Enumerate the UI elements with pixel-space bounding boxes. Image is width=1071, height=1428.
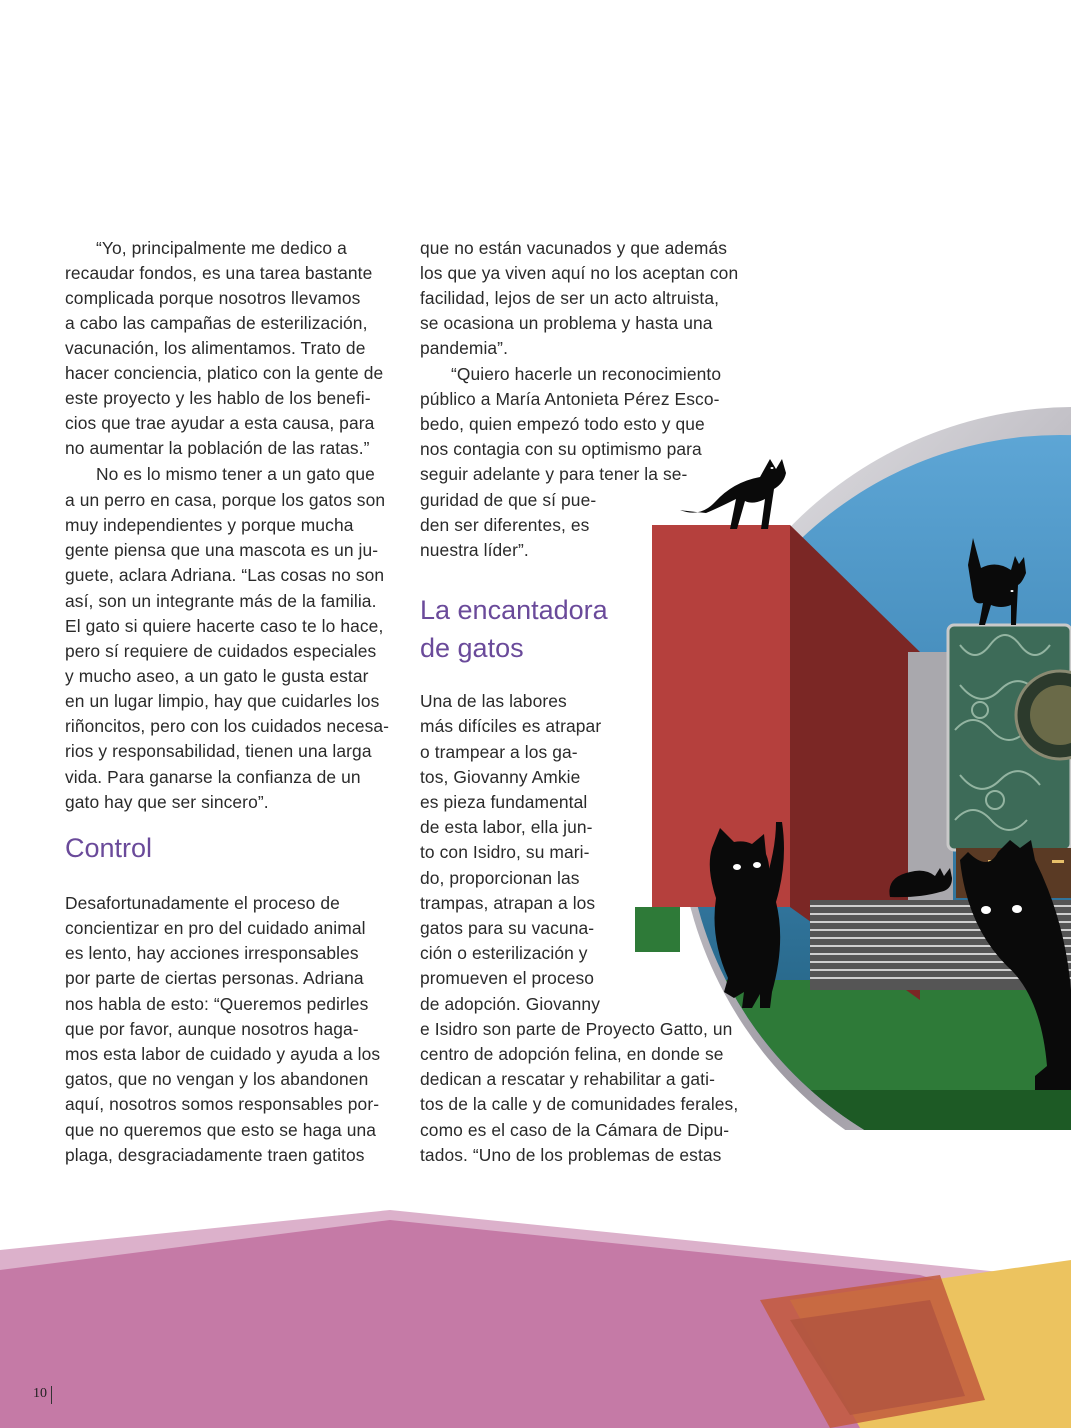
text-line: que por favor, aunque nosotros haga- bbox=[65, 1019, 359, 1039]
text-line: complicada porque nosotros llevamos bbox=[65, 288, 361, 308]
text-line: Desafortunadamente el proceso de bbox=[65, 893, 340, 913]
text-line: promueven el proceso bbox=[420, 968, 595, 988]
lawn-strip bbox=[635, 907, 680, 952]
text-line: bedo, quien empezó todo esto y que bbox=[420, 414, 705, 434]
text-line: trampas, atrapan a los bbox=[420, 893, 596, 913]
text-line: tados. “Uno de los problemas de estas bbox=[420, 1145, 722, 1165]
text-line: de esta labor, ella jun- bbox=[420, 817, 593, 837]
text-line: cios que trae ayudar a esta causa, para bbox=[65, 413, 375, 433]
text-line: hacer conciencia, platico con la gente de bbox=[65, 363, 384, 383]
text-line: guete, aclara Adriana. “Las cosas no son bbox=[65, 565, 385, 585]
text-line: tos de la calle y de comunidades ferales, bbox=[420, 1094, 739, 1114]
text-line: ción o esterilización y bbox=[420, 943, 588, 963]
text-line: “Yo, principalmente me dedico a bbox=[96, 238, 347, 258]
text-line: que no queremos que esto se haga una bbox=[65, 1120, 377, 1140]
text-line: más difíciles es atrapar bbox=[420, 716, 602, 736]
text-line: guridad de que sí pue- bbox=[420, 490, 597, 510]
text-line: como es el caso de la Cámara de Dipu- bbox=[420, 1120, 730, 1140]
text-line: de adopción. Giovanny bbox=[420, 994, 600, 1014]
text-line: vacunación, los alimentamos. Trato de bbox=[65, 338, 366, 358]
decorative-bottom-band bbox=[0, 1200, 1071, 1428]
text-line: El gato si quiere hacerte caso te lo hace, bbox=[65, 616, 384, 636]
text-line: recaudar fondos, es una tarea bastante bbox=[65, 263, 373, 283]
section-heading-encantadora: La encantadora bbox=[420, 595, 608, 625]
text-line: “Quiero hacerle un reconocimiento bbox=[451, 364, 722, 384]
text-line: muy independientes y porque mucha bbox=[65, 515, 354, 535]
text-line: nos contagia con su optimismo para bbox=[420, 439, 702, 459]
text-line: pero sí requiere de cuidados especiales bbox=[65, 641, 377, 661]
text-line: gatos, que no vengan y los abandonen bbox=[65, 1069, 369, 1089]
text-line: den ser diferentes, es bbox=[420, 515, 590, 535]
text-line: do, proporcionan las bbox=[420, 868, 580, 888]
text-line: mos esta labor de cuidado y ayuda a los bbox=[65, 1044, 381, 1064]
text-line: público a María Antonieta Pérez Esco- bbox=[420, 389, 720, 409]
text-line: gato hay que ser sincero”. bbox=[65, 792, 269, 812]
text-line: seguir adelante y para tener la se- bbox=[420, 464, 688, 484]
text-line: riñoncitos, pero con los cuidados necesa- bbox=[65, 716, 390, 736]
text-line: tos, Giovanny Amkie bbox=[420, 767, 581, 787]
text-line: a cabo las campañas de esterilización, bbox=[65, 313, 368, 333]
text-line: dedican a rescatar y rehabilitar a gati- bbox=[420, 1069, 715, 1089]
text-line: en un lugar limpio, hay que cuidarles los bbox=[65, 691, 380, 711]
section-heading-control: Control bbox=[65, 833, 153, 863]
text-line: No es lo mismo tener a un gato que bbox=[96, 464, 375, 484]
section-heading-encantadora-line2: de gatos bbox=[420, 633, 524, 663]
page-number-divider bbox=[51, 1386, 52, 1404]
text-line: nos habla de esto: “Queremos pedirles bbox=[65, 994, 369, 1014]
text-line: Una de las labores bbox=[420, 691, 567, 711]
text-line: por parte de ciertas personas. Adriana bbox=[65, 968, 364, 988]
text-line: y mucho aseo, a un gato le gusta estar bbox=[65, 666, 369, 686]
text-line: to con Isidro, su mari- bbox=[420, 842, 590, 862]
cat-on-building bbox=[680, 459, 786, 529]
grey-wall bbox=[908, 652, 953, 902]
page-number: 10 bbox=[33, 1386, 47, 1401]
text-line: facilidad, lejos de ser un acto altruista, bbox=[420, 288, 720, 308]
text-line: los que ya viven aquí no los aceptan con bbox=[420, 263, 739, 283]
text-line: nuestra líder”. bbox=[420, 540, 529, 560]
text-line: aquí, nosotros somos responsables por- bbox=[65, 1094, 380, 1114]
text-line: pandemia”. bbox=[420, 338, 509, 358]
text-line: es pieza fundamental bbox=[420, 792, 588, 812]
text-line: concientizar en pro del cuidado animal bbox=[65, 918, 366, 938]
text-line: no aumentar la población de las ratas.” bbox=[65, 438, 370, 458]
text-line: gente piensa que una mascota es un ju- bbox=[65, 540, 379, 560]
text-line: rios y responsabilidad, tienen una larga bbox=[65, 741, 372, 761]
text-line: gatos para su vacuna- bbox=[420, 918, 595, 938]
text-line: vida. Para ganarse la confianza de un bbox=[65, 767, 361, 787]
text-line: este proyecto y les hablo de los benefi- bbox=[65, 388, 371, 408]
text-line: así, son un integrante más de la familia. bbox=[65, 591, 377, 611]
text-line: se ocasiona un problema y hasta una bbox=[420, 313, 713, 333]
text-line: e Isidro son parte de Proyecto Gatto, un bbox=[420, 1019, 733, 1039]
text-line: a un perro en casa, porque los gatos son bbox=[65, 490, 386, 510]
text-line: o trampear a los ga- bbox=[420, 742, 578, 762]
text-line: plaga, desgraciadamente traen gatitos bbox=[65, 1145, 365, 1165]
text-line: centro de adopción felina, en donde se bbox=[420, 1044, 724, 1064]
text-line: es lento, hay acciones irresponsables bbox=[65, 943, 359, 963]
text-line: que no están vacunados y que además bbox=[420, 238, 728, 258]
